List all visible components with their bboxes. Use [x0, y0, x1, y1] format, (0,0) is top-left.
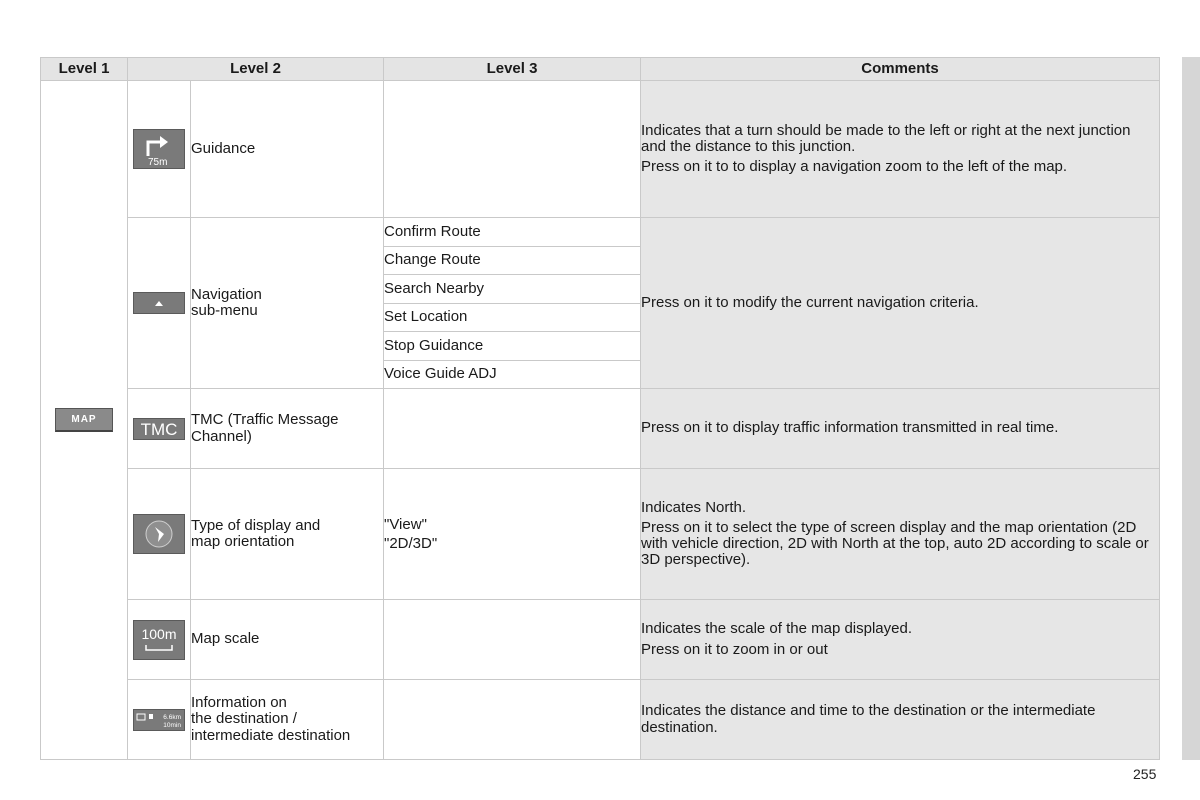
level3-item[interactable]: Confirm Route [384, 218, 641, 247]
menu-table [40, 57, 1160, 760]
icon-cell [128, 600, 191, 680]
icon-cell [128, 680, 191, 760]
level2-label: TMC (Traffic Message Channel) [191, 389, 384, 469]
up-triangle-icon[interactable] [133, 292, 185, 314]
comment-text: Press on it to select the type of screen display and the map orientation (2D with vehicle direction, 2D with North at the top, auto 2D according to scale or 3D perspective). [641, 518, 1149, 569]
icon-cell [128, 81, 191, 218]
destination-time-text: 10min [163, 721, 181, 729]
level1-cell [41, 81, 128, 760]
table-row [41, 218, 1160, 247]
compass-icon[interactable] [133, 514, 185, 554]
table-row [41, 469, 1160, 600]
header-row [41, 58, 1160, 81]
destination-info-icon[interactable] [133, 709, 185, 731]
level3-item[interactable]: "2D/3D" [384, 535, 438, 552]
page-number: 255 [1133, 766, 1157, 782]
level2-label: Navigation sub-menu [191, 218, 384, 389]
comment-text: Press on it to display traffic information transmitted in real time. [641, 419, 1059, 437]
map-button[interactable]: MAP [55, 408, 113, 432]
comment-cell [641, 680, 1160, 760]
comment-text: Press on it to to display a navigation zoom to the left of the map. [641, 158, 1068, 176]
table-row [41, 81, 1160, 218]
comment-cell [641, 600, 1160, 680]
level3-cell [384, 469, 641, 600]
comment-text: Indicates North. [641, 498, 747, 516]
table-row [41, 600, 1160, 680]
level3-empty [384, 389, 641, 469]
level3-item[interactable]: Stop Guidance [384, 332, 641, 361]
comment-cell [641, 81, 1160, 218]
level3-empty [384, 600, 641, 680]
table-row [41, 389, 1160, 469]
header-level-3: Level 3 [384, 58, 641, 81]
side-tab [1182, 57, 1200, 760]
tmc-icon-text: TMC [140, 419, 178, 439]
icon-cell [128, 389, 191, 469]
comment-cell [641, 218, 1160, 389]
comment-text: Indicates the distance and time to the destination or the intermediate destination. [641, 702, 1096, 736]
comment-text: Indicates the scale of the map displayed. [641, 620, 912, 638]
icon-cell [128, 469, 191, 600]
level2-label: Guidance [191, 81, 384, 218]
scale-icon[interactable] [133, 620, 185, 660]
level3-item[interactable]: Voice Guide ADJ [384, 360, 641, 389]
comment-cell [641, 469, 1160, 600]
level2-label: Information on the destination / intermediate destination [191, 680, 384, 760]
comment-text: Indicates that a turn should be made to the left or right at the next junction and the distance to this junction. [641, 121, 1131, 155]
header-level-1: Level 1 [41, 58, 128, 81]
level2-label: Type of display and map orientation [191, 469, 384, 600]
level3-item[interactable]: "View" [384, 515, 427, 533]
destination-distance-text: 6.6km [163, 713, 181, 721]
guidance-distance-text: 75m [148, 157, 168, 168]
header-comments: Comments [641, 58, 1160, 81]
scale-icon-text: 100m [141, 625, 177, 642]
comment-text: Press on it to modify the current navigation criteria. [641, 293, 979, 311]
level3-empty [384, 81, 641, 218]
level3-item[interactable]: Set Location [384, 303, 641, 332]
comment-cell [641, 389, 1160, 469]
comment-text: Press on it to zoom in or out [641, 640, 828, 658]
level2-label: Map scale [191, 600, 384, 680]
level3-item[interactable]: Search Nearby [384, 275, 641, 304]
turn-right-arrow-icon[interactable] [133, 129, 185, 169]
level3-empty [384, 680, 641, 760]
level3-item[interactable]: Change Route [384, 246, 641, 275]
icon-cell [128, 218, 191, 389]
tmc-icon[interactable] [133, 418, 185, 440]
header-level-2: Level 2 [128, 58, 384, 81]
table-row [41, 680, 1160, 760]
